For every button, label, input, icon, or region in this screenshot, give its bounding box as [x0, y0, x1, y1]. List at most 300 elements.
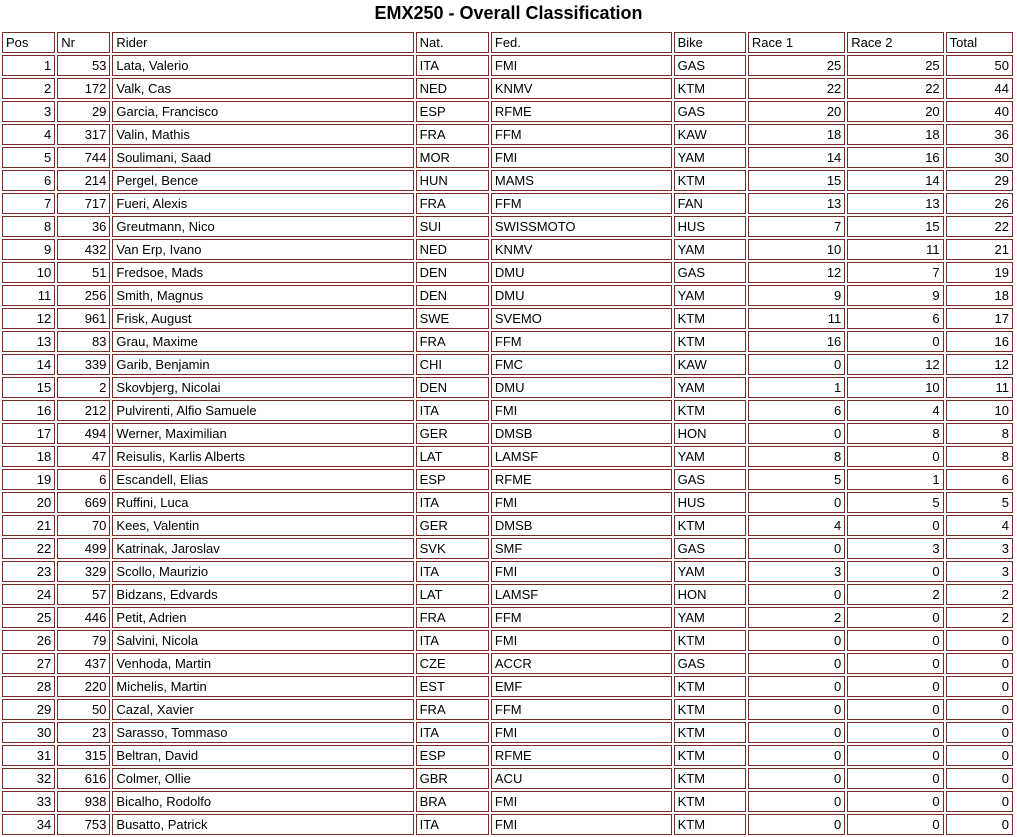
- cell-rider: Smith, Magnus: [112, 285, 413, 306]
- cell-fed: MAMS: [491, 170, 672, 191]
- cell-nr: 36: [57, 216, 110, 237]
- cell-rider: Reisulis, Karlis Alberts: [112, 446, 413, 467]
- cell-total: 2: [946, 607, 1013, 628]
- cell-nat: DEN: [416, 285, 489, 306]
- table-row: [2, 469, 1013, 490]
- cell-nr: 938: [57, 791, 110, 812]
- cell-bike: KTM: [674, 814, 746, 835]
- cell-race1: 13: [748, 193, 845, 214]
- cell-bike: KTM: [674, 400, 746, 421]
- cell-race1: 0: [748, 722, 845, 743]
- table-row: [2, 492, 1013, 513]
- cell-race2: 0: [847, 331, 943, 352]
- cell-nat: ITA: [416, 400, 489, 421]
- cell-race1: 0: [748, 814, 845, 835]
- cell-fed: DMU: [491, 377, 672, 398]
- cell-rider: Beltran, David: [112, 745, 413, 766]
- table-row: [2, 101, 1013, 122]
- cell-race1: 10: [748, 239, 845, 260]
- cell-bike: YAM: [674, 285, 746, 306]
- cell-nr: 212: [57, 400, 110, 421]
- cell-race2: 0: [847, 653, 943, 674]
- cell-rider: Fueri, Alexis: [112, 193, 413, 214]
- table-row: [2, 814, 1013, 835]
- cell-rider: Escandell, Elias: [112, 469, 413, 490]
- cell-race2: 0: [847, 791, 943, 812]
- cell-bike: HUS: [674, 216, 746, 237]
- cell-fed: FMC: [491, 354, 672, 375]
- cell-total: 18: [946, 285, 1013, 306]
- table-row: [2, 239, 1013, 260]
- cell-pos: 19: [2, 469, 55, 490]
- cell-nr: 172: [57, 78, 110, 99]
- cell-nr: 317: [57, 124, 110, 145]
- cell-total: 12: [946, 354, 1013, 375]
- cell-pos: 18: [2, 446, 55, 467]
- cell-race2: 0: [847, 630, 943, 651]
- cell-nr: 329: [57, 561, 110, 582]
- cell-race1: 0: [748, 745, 845, 766]
- cell-race1: 9: [748, 285, 845, 306]
- cell-pos: 17: [2, 423, 55, 444]
- cell-total: 3: [946, 538, 1013, 559]
- cell-race2: 5: [847, 492, 943, 513]
- cell-fed: DMSB: [491, 515, 672, 536]
- cell-nat: FRA: [416, 124, 489, 145]
- cell-pos: 9: [2, 239, 55, 260]
- cell-nr: 339: [57, 354, 110, 375]
- table-row: [2, 377, 1013, 398]
- cell-bike: KTM: [674, 331, 746, 352]
- cell-rider: Fredsoe, Mads: [112, 262, 413, 283]
- cell-bike: HUS: [674, 492, 746, 513]
- cell-total: 19: [946, 262, 1013, 283]
- table-row: [2, 561, 1013, 582]
- cell-race1: 5: [748, 469, 845, 490]
- cell-pos: 20: [2, 492, 55, 513]
- table-row: [2, 216, 1013, 237]
- cell-nat: MOR: [416, 147, 489, 168]
- cell-fed: RFME: [491, 469, 672, 490]
- cell-nr: 315: [57, 745, 110, 766]
- cell-nr: 753: [57, 814, 110, 835]
- cell-fed: FFM: [491, 193, 672, 214]
- cell-nr: 51: [57, 262, 110, 283]
- cell-rider: Cazal, Xavier: [112, 699, 413, 720]
- cell-nr: 47: [57, 446, 110, 467]
- cell-bike: GAS: [674, 653, 746, 674]
- cell-total: 22: [946, 216, 1013, 237]
- cell-fed: RFME: [491, 745, 672, 766]
- cell-race2: 7: [847, 262, 943, 283]
- cell-race2: 14: [847, 170, 943, 191]
- cell-bike: YAM: [674, 607, 746, 628]
- cell-nat: FRA: [416, 699, 489, 720]
- cell-nat: LAT: [416, 446, 489, 467]
- col-header-nr: Nr: [57, 32, 110, 53]
- cell-nat: LAT: [416, 584, 489, 605]
- cell-rider: Michelis, Martin: [112, 676, 413, 697]
- cell-race1: 7: [748, 216, 845, 237]
- cell-bike: KTM: [674, 699, 746, 720]
- cell-fed: RFME: [491, 101, 672, 122]
- cell-race1: 15: [748, 170, 845, 191]
- cell-race2: 0: [847, 745, 943, 766]
- cell-rider: Valin, Mathis: [112, 124, 413, 145]
- cell-race2: 12: [847, 354, 943, 375]
- cell-total: 17: [946, 308, 1013, 329]
- cell-bike: KTM: [674, 630, 746, 651]
- cell-race2: 3: [847, 538, 943, 559]
- cell-nat: ITA: [416, 630, 489, 651]
- cell-fed: SVEMO: [491, 308, 672, 329]
- cell-bike: KTM: [674, 308, 746, 329]
- cell-pos: 15: [2, 377, 55, 398]
- table-row: [2, 193, 1013, 214]
- table-row: [2, 262, 1013, 283]
- cell-fed: FFM: [491, 699, 672, 720]
- cell-pos: 28: [2, 676, 55, 697]
- cell-bike: GAS: [674, 262, 746, 283]
- cell-pos: 12: [2, 308, 55, 329]
- cell-nr: 220: [57, 676, 110, 697]
- table-row: [2, 446, 1013, 467]
- cell-total: 2: [946, 584, 1013, 605]
- table-row: [2, 745, 1013, 766]
- cell-rider: Pergel, Bence: [112, 170, 413, 191]
- cell-pos: 29: [2, 699, 55, 720]
- cell-rider: Van Erp, Ivano: [112, 239, 413, 260]
- cell-total: 0: [946, 653, 1013, 674]
- cell-nr: 437: [57, 653, 110, 674]
- cell-fed: FFM: [491, 124, 672, 145]
- cell-fed: EMF: [491, 676, 672, 697]
- cell-pos: 11: [2, 285, 55, 306]
- cell-pos: 26: [2, 630, 55, 651]
- cell-pos: 34: [2, 814, 55, 835]
- table-row: [2, 515, 1013, 536]
- cell-nat: GBR: [416, 768, 489, 789]
- cell-bike: KAW: [674, 354, 746, 375]
- cell-bike: YAM: [674, 239, 746, 260]
- cell-total: 50: [946, 55, 1013, 76]
- cell-pos: 13: [2, 331, 55, 352]
- cell-total: 11: [946, 377, 1013, 398]
- table-row: [2, 400, 1013, 421]
- table-row: [2, 170, 1013, 191]
- cell-race1: 1: [748, 377, 845, 398]
- classification-table: [0, 30, 1015, 837]
- cell-nat: FRA: [416, 607, 489, 628]
- cell-pos: 31: [2, 745, 55, 766]
- cell-total: 8: [946, 446, 1013, 467]
- col-header-race2: Race 2: [847, 32, 943, 53]
- cell-bike: KTM: [674, 791, 746, 812]
- cell-fed: LAMSF: [491, 584, 672, 605]
- cell-rider: Busatto, Patrick: [112, 814, 413, 835]
- cell-race2: 10: [847, 377, 943, 398]
- cell-fed: FMI: [491, 722, 672, 743]
- cell-nat: DEN: [416, 377, 489, 398]
- cell-total: 0: [946, 745, 1013, 766]
- cell-race1: 0: [748, 630, 845, 651]
- col-header-race1: Race 1: [748, 32, 845, 53]
- cell-nr: 494: [57, 423, 110, 444]
- cell-rider: Frisk, August: [112, 308, 413, 329]
- table-row: [2, 354, 1013, 375]
- cell-race1: 12: [748, 262, 845, 283]
- cell-bike: YAM: [674, 446, 746, 467]
- cell-nat: NED: [416, 239, 489, 260]
- cell-rider: Scollo, Maurizio: [112, 561, 413, 582]
- cell-bike: YAM: [674, 561, 746, 582]
- cell-bike: GAS: [674, 538, 746, 559]
- cell-total: 0: [946, 676, 1013, 697]
- cell-race1: 25: [748, 55, 845, 76]
- cell-nat: GER: [416, 423, 489, 444]
- cell-race1: 20: [748, 101, 845, 122]
- cell-race2: 0: [847, 699, 943, 720]
- cell-nr: 53: [57, 55, 110, 76]
- cell-rider: Werner, Maximilian: [112, 423, 413, 444]
- cell-nat: GER: [416, 515, 489, 536]
- cell-race1: 18: [748, 124, 845, 145]
- cell-race1: 0: [748, 538, 845, 559]
- cell-nr: 214: [57, 170, 110, 191]
- cell-pos: 30: [2, 722, 55, 743]
- cell-race2: 0: [847, 515, 943, 536]
- cell-race1: 4: [748, 515, 845, 536]
- table-row: [2, 722, 1013, 743]
- cell-bike: KTM: [674, 78, 746, 99]
- cell-race2: 18: [847, 124, 943, 145]
- cell-race2: 25: [847, 55, 943, 76]
- cell-race2: 0: [847, 768, 943, 789]
- cell-race2: 4: [847, 400, 943, 421]
- cell-pos: 14: [2, 354, 55, 375]
- cell-bike: YAM: [674, 147, 746, 168]
- table-row: [2, 285, 1013, 306]
- cell-total: 29: [946, 170, 1013, 191]
- cell-total: 10: [946, 400, 1013, 421]
- cell-nr: 744: [57, 147, 110, 168]
- cell-pos: 27: [2, 653, 55, 674]
- cell-race1: 3: [748, 561, 845, 582]
- cell-race2: 16: [847, 147, 943, 168]
- cell-nat: CHI: [416, 354, 489, 375]
- cell-nr: 256: [57, 285, 110, 306]
- cell-race2: 11: [847, 239, 943, 260]
- cell-race1: 11: [748, 308, 845, 329]
- cell-nr: 961: [57, 308, 110, 329]
- cell-race1: 0: [748, 423, 845, 444]
- cell-race2: 15: [847, 216, 943, 237]
- cell-race2: 0: [847, 446, 943, 467]
- cell-bike: KTM: [674, 170, 746, 191]
- cell-pos: 21: [2, 515, 55, 536]
- cell-rider: Garcia, Francisco: [112, 101, 413, 122]
- cell-pos: 24: [2, 584, 55, 605]
- cell-fed: LAMSF: [491, 446, 672, 467]
- cell-nr: 717: [57, 193, 110, 214]
- cell-total: 5: [946, 492, 1013, 513]
- cell-race2: 2: [847, 584, 943, 605]
- col-header-pos: Pos: [2, 32, 55, 53]
- cell-nr: 83: [57, 331, 110, 352]
- cell-race2: 20: [847, 101, 943, 122]
- cell-total: 0: [946, 814, 1013, 835]
- cell-nat: ITA: [416, 814, 489, 835]
- cell-bike: YAM: [674, 377, 746, 398]
- cell-pos: 32: [2, 768, 55, 789]
- cell-race1: 6: [748, 400, 845, 421]
- cell-rider: Venhoda, Martin: [112, 653, 413, 674]
- cell-total: 4: [946, 515, 1013, 536]
- cell-nr: 432: [57, 239, 110, 260]
- cell-fed: DMU: [491, 285, 672, 306]
- cell-race1: 0: [748, 653, 845, 674]
- cell-total: 0: [946, 768, 1013, 789]
- cell-nr: 29: [57, 101, 110, 122]
- cell-rider: Pulvirenti, Alfio Samuele: [112, 400, 413, 421]
- cell-nat: ITA: [416, 492, 489, 513]
- cell-bike: KTM: [674, 768, 746, 789]
- cell-rider: Katrinak, Jaroslav: [112, 538, 413, 559]
- cell-race1: 0: [748, 584, 845, 605]
- cell-pos: 3: [2, 101, 55, 122]
- cell-rider: Grau, Maxime: [112, 331, 413, 352]
- cell-fed: SMF: [491, 538, 672, 559]
- cell-pos: 7: [2, 193, 55, 214]
- table-row: [2, 78, 1013, 99]
- cell-nr: 2: [57, 377, 110, 398]
- cell-nat: SUI: [416, 216, 489, 237]
- cell-nat: ITA: [416, 55, 489, 76]
- col-header-bike: Bike: [674, 32, 746, 53]
- table-row: [2, 55, 1013, 76]
- table-row: [2, 653, 1013, 674]
- cell-rider: Sarasso, Tommaso: [112, 722, 413, 743]
- cell-bike: KTM: [674, 722, 746, 743]
- cell-rider: Salvini, Nicola: [112, 630, 413, 651]
- cell-nat: CZE: [416, 653, 489, 674]
- cell-rider: Greutmann, Nico: [112, 216, 413, 237]
- cell-bike: FAN: [674, 193, 746, 214]
- cell-nr: 70: [57, 515, 110, 536]
- table-body: [2, 55, 1013, 835]
- cell-pos: 22: [2, 538, 55, 559]
- cell-total: 0: [946, 791, 1013, 812]
- cell-nr: 499: [57, 538, 110, 559]
- cell-fed: KNMV: [491, 239, 672, 260]
- cell-total: 44: [946, 78, 1013, 99]
- cell-rider: Garib, Benjamin: [112, 354, 413, 375]
- cell-fed: ACCR: [491, 653, 672, 674]
- table-row: [2, 699, 1013, 720]
- cell-nr: 50: [57, 699, 110, 720]
- cell-bike: KTM: [674, 676, 746, 697]
- cell-bike: KAW: [674, 124, 746, 145]
- cell-pos: 25: [2, 607, 55, 628]
- cell-nat: ESP: [416, 469, 489, 490]
- cell-race2: 1: [847, 469, 943, 490]
- table-row: [2, 538, 1013, 559]
- cell-total: 0: [946, 630, 1013, 651]
- col-header-rider: Rider: [112, 32, 413, 53]
- cell-total: 3: [946, 561, 1013, 582]
- cell-total: 30: [946, 147, 1013, 168]
- cell-race2: 6: [847, 308, 943, 329]
- cell-bike: GAS: [674, 469, 746, 490]
- cell-nat: EST: [416, 676, 489, 697]
- cell-race1: 0: [748, 492, 845, 513]
- cell-nat: NED: [416, 78, 489, 99]
- cell-nr: 23: [57, 722, 110, 743]
- cell-fed: DMU: [491, 262, 672, 283]
- cell-rider: Bidzans, Edvards: [112, 584, 413, 605]
- table-row: [2, 584, 1013, 605]
- cell-total: 21: [946, 239, 1013, 260]
- cell-fed: FMI: [491, 492, 672, 513]
- cell-nat: FRA: [416, 331, 489, 352]
- cell-fed: FMI: [491, 55, 672, 76]
- cell-nat: SWE: [416, 308, 489, 329]
- cell-rider: Skovbjerg, Nicolai: [112, 377, 413, 398]
- cell-total: 26: [946, 193, 1013, 214]
- cell-pos: 5: [2, 147, 55, 168]
- cell-total: 0: [946, 699, 1013, 720]
- cell-pos: 1: [2, 55, 55, 76]
- cell-nat: ESP: [416, 101, 489, 122]
- table-row: [2, 331, 1013, 352]
- cell-total: 8: [946, 423, 1013, 444]
- cell-race2: 0: [847, 676, 943, 697]
- cell-race1: 22: [748, 78, 845, 99]
- table-row: [2, 768, 1013, 789]
- cell-nat: SVK: [416, 538, 489, 559]
- cell-fed: SWISSMOTO: [491, 216, 672, 237]
- table-row: [2, 791, 1013, 812]
- cell-rider: Ruffini, Luca: [112, 492, 413, 513]
- table-row: [2, 607, 1013, 628]
- cell-race2: 0: [847, 814, 943, 835]
- page-title: EMX250 - Overall Classification: [374, 3, 643, 23]
- cell-rider: Petit, Adrien: [112, 607, 413, 628]
- cell-fed: FFM: [491, 607, 672, 628]
- cell-race1: 0: [748, 676, 845, 697]
- cell-nat: ITA: [416, 722, 489, 743]
- cell-nr: 616: [57, 768, 110, 789]
- table-row: [2, 124, 1013, 145]
- cell-nr: 79: [57, 630, 110, 651]
- cell-race1: 16: [748, 331, 845, 352]
- cell-nat: ITA: [416, 561, 489, 582]
- cell-pos: 6: [2, 170, 55, 191]
- table-row: [2, 308, 1013, 329]
- cell-pos: 10: [2, 262, 55, 283]
- cell-nat: BRA: [416, 791, 489, 812]
- cell-rider: Lata, Valerio: [112, 55, 413, 76]
- cell-rider: Soulimani, Saad: [112, 147, 413, 168]
- col-header-fed: Fed.: [491, 32, 672, 53]
- cell-race2: 22: [847, 78, 943, 99]
- col-header-nat: Nat.: [416, 32, 489, 53]
- table-row: [2, 630, 1013, 651]
- cell-race1: 0: [748, 354, 845, 375]
- cell-pos: 4: [2, 124, 55, 145]
- cell-race2: 9: [847, 285, 943, 306]
- cell-bike: GAS: [674, 101, 746, 122]
